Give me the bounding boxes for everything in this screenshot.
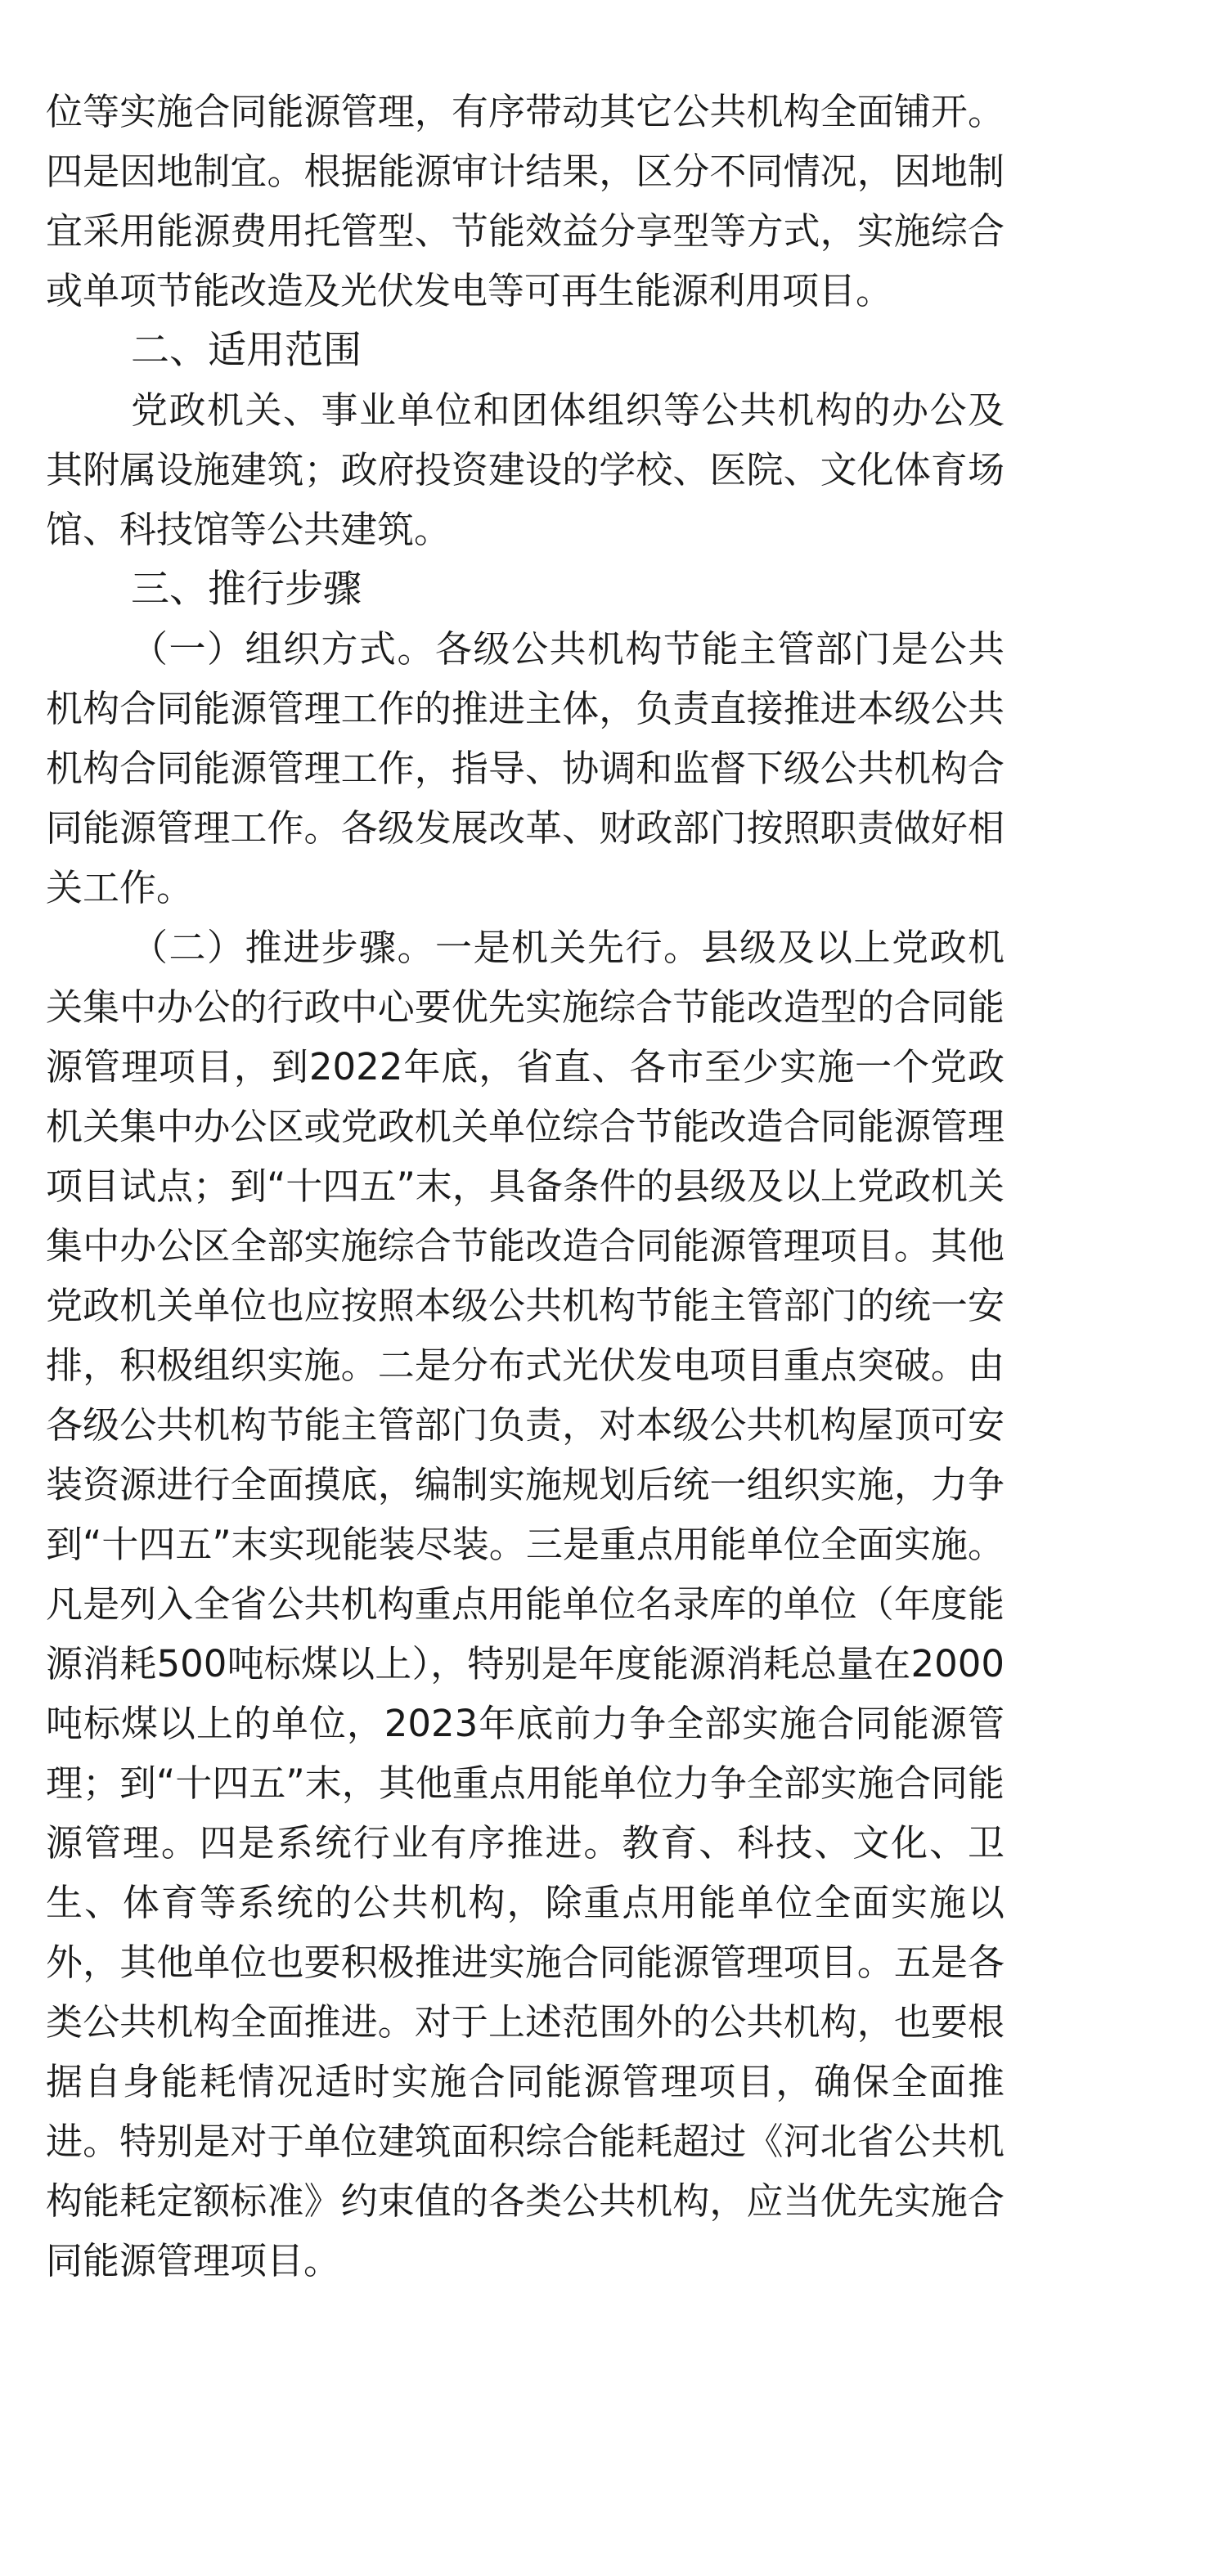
section-heading-scope: 二、适用范围: [131, 328, 362, 373]
paragraph-intro-continuation: 位等实施合同能源管理，有序带动其它公共机构全面铺开。四是因地制宜。根据能源审计结果，区分不同情况，因地制宜采用能源费用托管型、节能效益分享型等方式，实施综合或单项节能改造及光伏发电等可再生能源利用项目。: [46, 90, 1005, 312]
paragraph-organization: （一）组织方式。各级公共机构节能主管部门是公共机构合同能源管理工作的推进主体，负责直接推进本级公共机构合同能源管理工作，指导、协调和监督下级公共机构合同能源管理工作。各级发展改革、财政部门按照职责做好相关工作。: [46, 627, 1005, 909]
paragraph-promotion-steps: （二）推进步骤。一是机关先行。县级及以上党政机关集中办公的行政中心要优先实施综合节能改造型的合同能源管理项目，到2022年底，省直、各市至少实施一个党政机关集中办公区或党政机关单位综合节能改造合同能源管理项目试点；到“十四五”末，具备条件的县级及以上党政机关集中办公区全部实施综合节能改造合同能源管理项目。其他党政机关单位也应按照本级公共机构节能主管部门的统一安排，积极组织实施。二是分布式光伏发电项目重点突破。由各级公共机构节能主管部门负责，对本级公共机构屋顶可安装资源进行全面摸底，编制实施规划后统一组织实施，力争到“十四五”末实现能装尽装。三是重点用能单位全面实施。凡是列入全省公共机构重点用能单位名录库的单位（年度能源消耗500吨标煤以上），特别是年度能源消耗总量在2000吨标煤以上的单位，2023年底前力争全部实施合同能源管理；到“十四五”末，其他重点用能单位力争全部实施合同能源管理。四是系统行业有序推进。教育、科技、文化、卫生、体育等系统的公共机构，除重点用能单位全面实施以外，其他单位也要积极推进实施合同能源管理项目。五是各类公共机构全面推进。对于上述范围外的公共机构，也要根据自身能耗情况适时实施合同能源管理项目，确保全面推进。特别是对于单位建筑面积综合能耗超过《河北省公共机构能耗定额标准》约束值的各类公共机构，应当优先实施合同能源管理项目。: [46, 926, 1005, 2282]
section-heading-steps: 三、推行步骤: [131, 567, 362, 612]
document-body: [46, 82, 1005, 2291]
paragraph-scope: 党政机关、事业单位和团体组织等公共机构的办公及其附属设施建筑；政府投资建设的学校、医院、文化体育场馆、科技馆等公共建筑。: [46, 388, 1005, 551]
